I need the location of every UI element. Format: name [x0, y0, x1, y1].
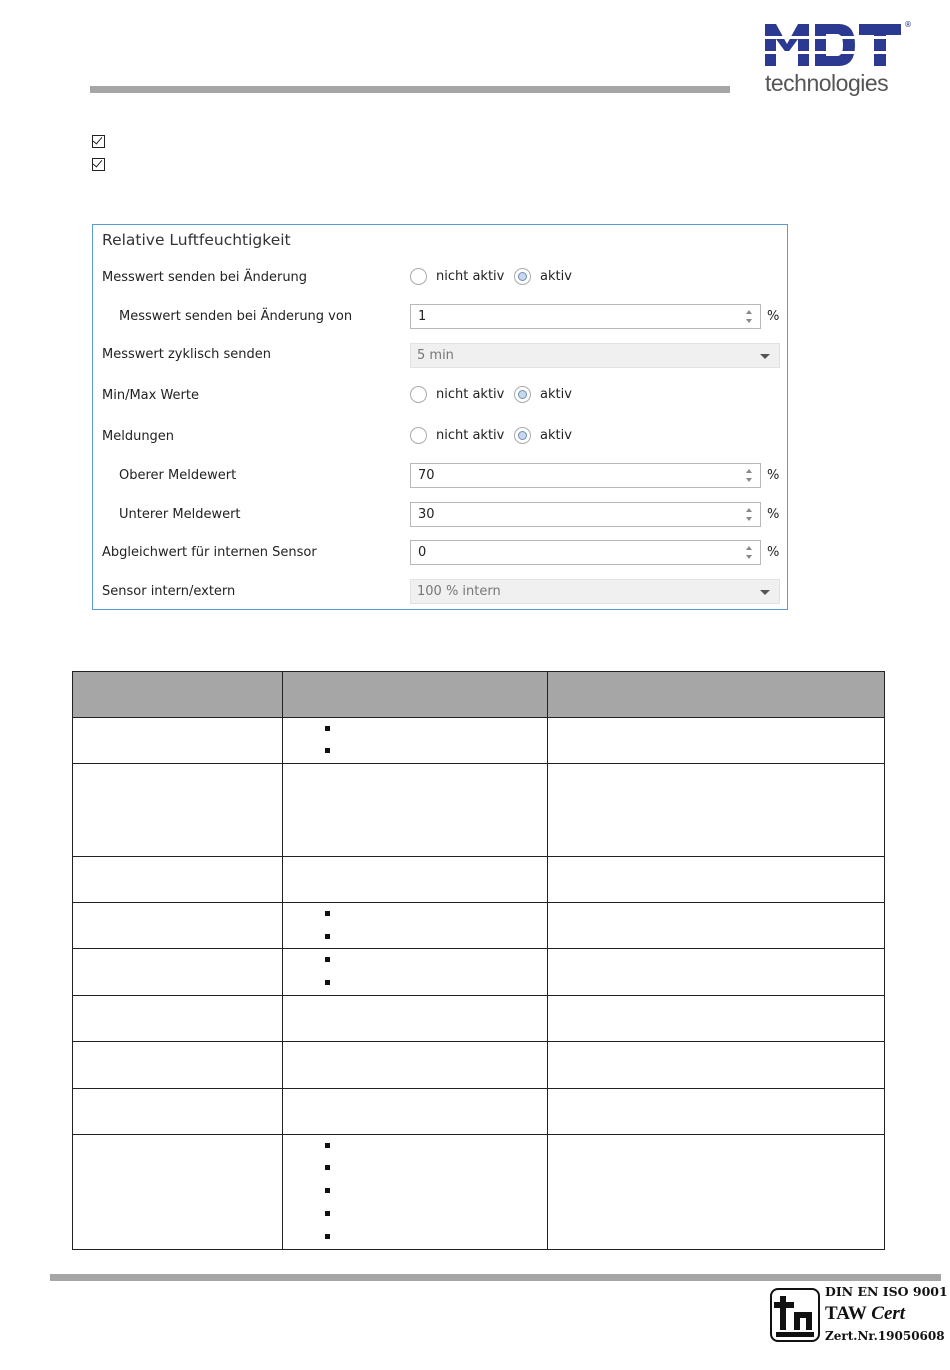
bullet-icon: [325, 1188, 330, 1193]
row-label: Messwert senden bei Änderung: [102, 270, 308, 285]
table-column-divider: [547, 671, 548, 1250]
radio-aktiv[interactable]: [514, 427, 531, 444]
input-value: 0: [418, 545, 427, 560]
lower-threshold-input[interactable]: [410, 502, 761, 527]
checked-box-icon: [92, 135, 105, 148]
checked-box-icon: [92, 158, 105, 171]
footer-rule: [50, 1274, 941, 1281]
spin-up-icon[interactable]: [746, 469, 752, 473]
spin-down-icon[interactable]: [746, 478, 752, 482]
calibration-input[interactable]: [410, 540, 761, 565]
panel-title: Relative Luftfeuchtigkeit: [102, 231, 291, 249]
table-row-divider: [72, 856, 885, 857]
upper-threshold-input[interactable]: [410, 463, 761, 488]
table-border: [884, 671, 885, 1250]
bullet-icon: [325, 1165, 330, 1170]
select-value: 5 min: [417, 348, 454, 363]
input-value: 70: [418, 468, 435, 483]
radio-nicht-aktiv[interactable]: [410, 268, 427, 285]
spin-down-icon[interactable]: [746, 319, 752, 323]
table-row-divider: [72, 1134, 885, 1135]
table-column-divider: [282, 671, 283, 1250]
input-value: 30: [418, 507, 435, 522]
mdt-logo-mark: [763, 22, 903, 68]
radio-label: aktiv: [540, 428, 572, 443]
table-row-divider: [72, 1041, 885, 1042]
table-border: [72, 671, 73, 1250]
chevron-down-icon: [760, 590, 770, 595]
row-label: Unterer Meldewert: [119, 507, 241, 522]
bullet-icon: [325, 1234, 330, 1239]
chevron-down-icon: [760, 354, 770, 359]
taw-cert-logo-icon: [770, 1286, 822, 1344]
row-label: Messwert senden bei Änderung von: [119, 309, 353, 324]
spin-down-icon[interactable]: [746, 517, 752, 521]
unit-label: %: [767, 507, 780, 522]
bullet-icon: [325, 911, 330, 916]
spin-up-icon[interactable]: [746, 546, 752, 550]
cert-org-name: TAW: [825, 1303, 867, 1324]
radio-label: nicht aktiv: [436, 387, 505, 402]
bullet-icon: [325, 1143, 330, 1148]
row-label: Min/Max Werte: [102, 388, 199, 403]
spin-up-icon[interactable]: [746, 310, 752, 314]
bullet-icon: [325, 980, 330, 985]
radio-nicht-aktiv[interactable]: [410, 427, 427, 444]
select-value: 100 % intern: [417, 584, 501, 599]
row-label: Meldungen: [102, 429, 175, 444]
table-row-divider: [72, 717, 885, 718]
spin-up-icon[interactable]: [746, 508, 752, 512]
bullet-icon: [325, 934, 330, 939]
cert-org-suffix: Cert: [871, 1303, 906, 1324]
table-row-divider: [72, 671, 885, 672]
table-row-divider: [72, 995, 885, 996]
radio-label: aktiv: [540, 269, 572, 284]
sensor-select[interactable]: [410, 579, 780, 604]
row-label: Messwert zyklisch senden: [102, 347, 272, 362]
bullet-icon: [325, 748, 330, 753]
unit-label: %: [767, 309, 780, 324]
bullet-icon: [325, 1211, 330, 1216]
iso-standard: DIN EN ISO 9001: [825, 1284, 948, 1299]
radio-label: nicht aktiv: [436, 428, 505, 443]
mdt-logo: [763, 22, 913, 100]
unit-label: %: [767, 545, 780, 560]
radio-aktiv[interactable]: [514, 268, 531, 285]
table-row-divider: [72, 902, 885, 903]
header-rule: [90, 86, 730, 93]
bullet-icon: [325, 957, 330, 962]
cert-org: [825, 1303, 905, 1325]
row-label: Abgleichwert für internen Sensor: [102, 545, 317, 560]
table-row-divider: [72, 763, 885, 764]
certification-badge: [770, 1284, 948, 1346]
unit-label: %: [767, 468, 780, 483]
row-label: Sensor intern/extern: [102, 584, 236, 599]
logo-subtitle: technologies: [765, 70, 889, 96]
table-row-divider: [72, 1088, 885, 1089]
bullet-icon: [325, 726, 330, 731]
table-row-divider: [72, 948, 885, 949]
row-label: Oberer Meldewert: [119, 468, 237, 483]
table-row-divider: [72, 1249, 885, 1250]
table-header: [72, 671, 885, 717]
radio-label: aktiv: [540, 387, 572, 402]
cert-number: Zert.Nr.19050608: [825, 1329, 945, 1343]
parameter-table: [72, 671, 885, 1250]
radio-aktiv[interactable]: [514, 386, 531, 403]
registered-mark: ®: [904, 20, 912, 29]
cyclic-send-select[interactable]: [410, 343, 780, 368]
spin-down-icon[interactable]: [746, 555, 752, 559]
radio-nicht-aktiv[interactable]: [410, 386, 427, 403]
parameter-panel: [92, 224, 788, 610]
change-value-input[interactable]: [410, 304, 761, 329]
input-value: 1: [418, 309, 427, 324]
radio-label: nicht aktiv: [436, 269, 505, 284]
